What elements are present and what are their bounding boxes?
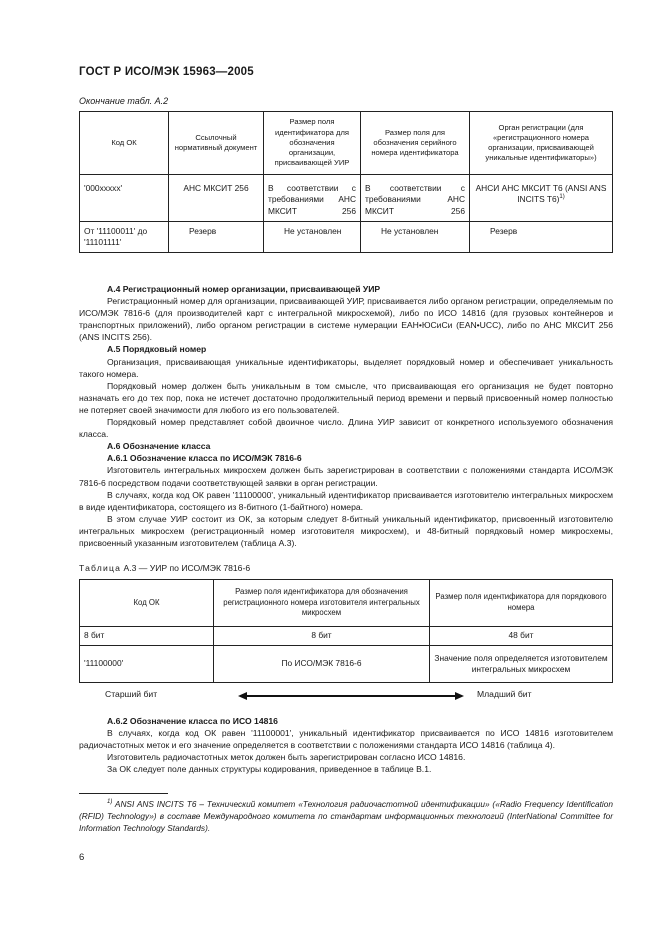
section-a62 xyxy=(79,715,613,775)
table-row xyxy=(80,175,613,222)
table-a3-header: Размер поля идентификатора для порядкового номера xyxy=(430,580,613,627)
table-cell: 48 бит xyxy=(430,627,613,646)
paragraph: В случаях, когда код ОК равен '11100000', уникальный идентификатор присваивается изготовителю интегральных микросхем в виде идентификатора, состоящего из 8-битного (1-байтного) номера. xyxy=(79,489,613,512)
paragraph: Регистрационный номер для организации, присваивающей УИР, присваивается либо органом регистрации, определяемым по ИСО/МЭК 7816-6 (для производителей карт с интегральной микросхемой), либо по ИСО 14816 (для грузовых контейнеров и транспортных приложений), либо органом регистрации в системе нумерации ЕАН•ЮСиСи (EAN•UCC), либо по АНС МКСИТ 256 (ANS INCITS 256). xyxy=(79,296,613,343)
paragraph: Порядковый номер представляет собой двоичное число. Длина УИР зависит от конкретного используемого обозначения класса. xyxy=(79,417,613,440)
table-a2-header: Ссылочный нормативный документ xyxy=(169,112,264,175)
table-a2-caption: Окончание табл. А.2 xyxy=(79,96,169,106)
table-title: А.3 — УИР по ИСО/МЭК 7816-6 xyxy=(123,563,251,573)
table-label: Таблица xyxy=(79,563,122,573)
footnote-mark: 1) xyxy=(107,799,113,806)
table-cell: '000xxxxx' xyxy=(80,175,169,222)
table-cell: Резерв xyxy=(470,222,613,253)
table-row xyxy=(80,646,613,683)
table-cell: Значение поля определяется изготовителем интегральных микросхем xyxy=(430,646,613,683)
paragraph: Изготовитель радиочастотных меток должен быть зарегистрирован согласно ИСО 14816. xyxy=(107,752,466,763)
msb-label: Старший бит xyxy=(105,689,158,699)
table-a3-header: Размер поля идентификатора для обозначения регистрационного номера изготовителя интегральных микросхем xyxy=(214,580,430,627)
table-a3 xyxy=(79,579,613,683)
section-heading: А.4 Регистрационный номер организации, присваивающей УИР xyxy=(107,284,381,294)
table-a2-header: Код ОК xyxy=(80,112,169,175)
paragraph: Порядковый номер должен быть уникальным в том смысле, что присваивающая его организация не будет повторно назначать его до тех пор, пока не истечет достаточно продолжительный период времени и первый присвоенный номер полностью не потеряет своей значимости для любого из его пользователей. xyxy=(79,380,613,415)
paragraph: Организация, присваивающая уникальные идентификаторы, выделяет порядковый номер и обеспечивает уникальность такого номера. xyxy=(79,356,613,379)
table-a2-header: Орган регистрации (для «регистрационного номера организации, присваивающей уникальные идентификаторы») xyxy=(470,112,613,175)
table-cell: АНС МКСИТ 256 xyxy=(169,175,264,222)
table-a2-header: Размер поля для обозначения серийного номера идентификатора xyxy=(361,112,470,175)
paragraph: Изготовитель интегральных микросхем должен быть зарегистрирован в соответствии с положениями стандарта ИСО/МЭК 7816-6 посредством подачи соответствующей заявки в орган регистрации. xyxy=(79,465,613,488)
table-row xyxy=(80,222,613,253)
table-a3-header: Код ОК xyxy=(80,580,214,627)
footnote xyxy=(79,798,613,834)
registration-body: АНСИ АНС МКСИТ Т6 (ANSI ANS INCITS T6) xyxy=(475,183,607,205)
page-number: 6 xyxy=(79,852,85,863)
subsection-heading: А.6.2 Обозначение класса по ИСО 14816 xyxy=(107,716,278,726)
subsection-heading: А.6.1 Обозначение класса по ИСО/МЭК 7816-6 xyxy=(107,453,302,464)
table-a2-header: Размер поля идентификатора для обозначения организации, присваивающей УИР xyxy=(264,112,361,175)
paragraph: За ОК следует поле данных структуры кодирования, приведенное в таблице В.1. xyxy=(107,764,432,775)
footnote-divider xyxy=(79,793,168,794)
table-a3-caption xyxy=(79,563,250,573)
section-heading: А.5 Порядковый номер xyxy=(107,344,207,355)
table-cell: Резерв xyxy=(169,222,264,253)
bit-order-row xyxy=(79,688,613,704)
main-text xyxy=(79,283,613,549)
table-cell: В соответствии с требованиями АНС МКСИТ 256 xyxy=(361,175,470,222)
double-arrow-icon xyxy=(238,690,464,702)
table-cell: От '11100011' до '11101111' xyxy=(80,222,169,253)
page-header: ГОСТ Р ИСО/МЭК 15963—2005 xyxy=(79,66,254,78)
table-cell: По ИСО/МЭК 7816-6 xyxy=(214,646,430,683)
table-cell xyxy=(470,175,613,222)
lsb-label: Младший бит xyxy=(477,689,532,699)
table-row xyxy=(80,627,613,646)
footnote-mark: 1) xyxy=(559,194,565,201)
paragraph: В случаях, когда код ОК равен '11100001', уникальный идентификатор присваивается по ИСО 14816 изготовителем радиочастотных меток и его значение определяется в соответствии с положениями стандарта ИСО 14816 (таблица 4). xyxy=(79,728,613,751)
table-cell: 8 бит xyxy=(80,627,214,646)
paragraph: В этом случае УИР состоит из ОК, за которым следует 8-битный уникальный идентификатор, присвоенный изготовителю интегральных микросхем (регистрационный номер изготовителя микросхем), и 48-битный порядковый номер микросхемы, присвоенный указанным изготовителем (таблица А.3). xyxy=(79,513,613,548)
table-cell: В соответствии с требованиями АНС МКСИТ 256 xyxy=(264,175,361,222)
table-a2 xyxy=(79,111,613,253)
footnote-text: ANSI ANS INCITS T6 – Технический комитет «Технология радиочастотной идентификации» («Radio Frequency Identification (RFID) Technology») в составе Международного комитета по стандартам информационных технологий (InterNational Committee for Information Technology Standards). xyxy=(79,799,613,833)
section-heading: А.6 Обозначение класса xyxy=(107,441,211,452)
table-cell: Не установлен xyxy=(264,222,361,253)
table-cell: Не установлен xyxy=(361,222,470,253)
table-cell: '11100000' xyxy=(80,646,214,683)
table-cell: 8 бит xyxy=(214,627,430,646)
